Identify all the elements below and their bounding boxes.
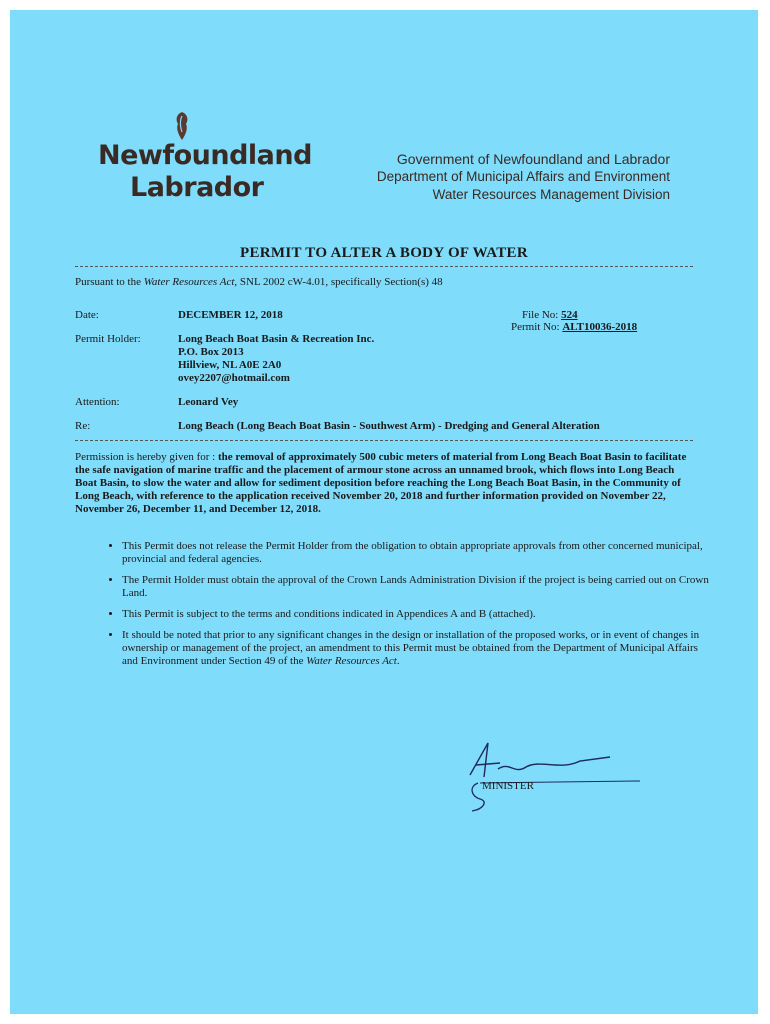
list-item <box>122 629 712 668</box>
holder-name: Long Beach Boat Basin & Recreation Inc. <box>178 333 375 345</box>
pursuant-suffix: , SNL 2002 cW-4.01, specifically Section(s) 48 <box>234 276 443 288</box>
holder-po-box: P.O. Box 2013 <box>178 346 244 358</box>
permit-no-value: ALT10036-2018 <box>562 321 638 333</box>
signature-role: MINISTER <box>482 780 534 792</box>
date-value: DECEMBER 12, 2018 <box>178 309 283 321</box>
holder-address <box>178 333 374 385</box>
holder-city: Hillview, NL A0E 2A0 <box>178 359 282 371</box>
permit-document <box>10 10 758 1014</box>
section-divider <box>75 440 693 441</box>
permit-no-label: Permit No: <box>511 321 563 333</box>
pursuant-prefix: Pursuant to the <box>75 276 144 288</box>
amendment-suffix: . <box>396 655 400 667</box>
date-label: Date: <box>75 309 99 321</box>
permission-paragraph <box>75 451 695 516</box>
holder-email: ovey2207@hotmail.com <box>178 372 290 384</box>
pitcher-plant-icon <box>170 110 194 142</box>
list-item: • This Permit does not release the Permit Holder from the obligation to obtain appropriate approvals from other concerned municipal, provincial and federal agencies. <box>122 540 712 566</box>
conditions-list <box>108 540 712 676</box>
pursuant-act: Water Resources Act <box>143 276 235 288</box>
logo-line-2: Labrador <box>130 172 264 203</box>
pursuant-line <box>75 276 443 288</box>
permission-body: the removal of approximately 500 cubic meters of material from Long Beach Boat Basin to facilitate the safe navigation of marine traffic and the placement of armour stone across an unnamed brook, which flows into Long Beach Boat Basin, to slow the water and allow for sediment deposition before reaching the Long Beach Boat Basin, in the Community of Long Beach, with reference to the application received November 20, 2018 and further information provided on November 22, November 26, December 11, and December 12, 2018. <box>75 451 687 515</box>
re-label: Re: <box>75 420 91 432</box>
file-value: 524 <box>561 309 578 321</box>
document-title: PERMIT TO ALTER A BODY OF WATER <box>240 245 528 261</box>
logo-line-1: Newfoundland <box>98 140 312 171</box>
permit-number <box>511 321 637 333</box>
government-name: Government of Newfoundland and Labrador <box>396 151 670 167</box>
amendment-act: Water Resources Act <box>306 655 397 667</box>
attention-label: Attention: <box>75 396 120 408</box>
division-name: Water Resources Management Division <box>432 187 670 202</box>
file-number <box>522 309 578 321</box>
attention-value: Leonard Vey <box>178 396 239 408</box>
department-name: Department of Municipal Affairs and Environment <box>376 169 670 184</box>
list-item: • This Permit is subject to the terms and conditions indicated in Appendices A and B (attached). <box>122 608 712 621</box>
amendment-text: It should be noted that prior to any significant changes in the design or installation of the proposed works, or in event of changes in ownership or management of the project, an amendment to this Permit must be obtained from the Department of Municipal Affairs and Environment under Section 49 of the <box>122 629 700 667</box>
holder-label: Permit Holder: <box>75 333 141 345</box>
title-divider <box>75 266 693 267</box>
list-item: • The Permit Holder must obtain the approval of the Crown Lands Administration Division if the project is being carried out on Crown Land. <box>122 574 712 600</box>
government-header <box>377 150 670 204</box>
re-value: Long Beach (Long Beach Boat Basin - Southwest Arm) - Dredging and General Alteration <box>178 420 600 432</box>
permission-prefix: Permission is hereby given for : <box>75 451 218 463</box>
nl-logo <box>98 110 312 210</box>
file-label: File No: <box>522 309 562 321</box>
minister-signature <box>450 735 650 815</box>
